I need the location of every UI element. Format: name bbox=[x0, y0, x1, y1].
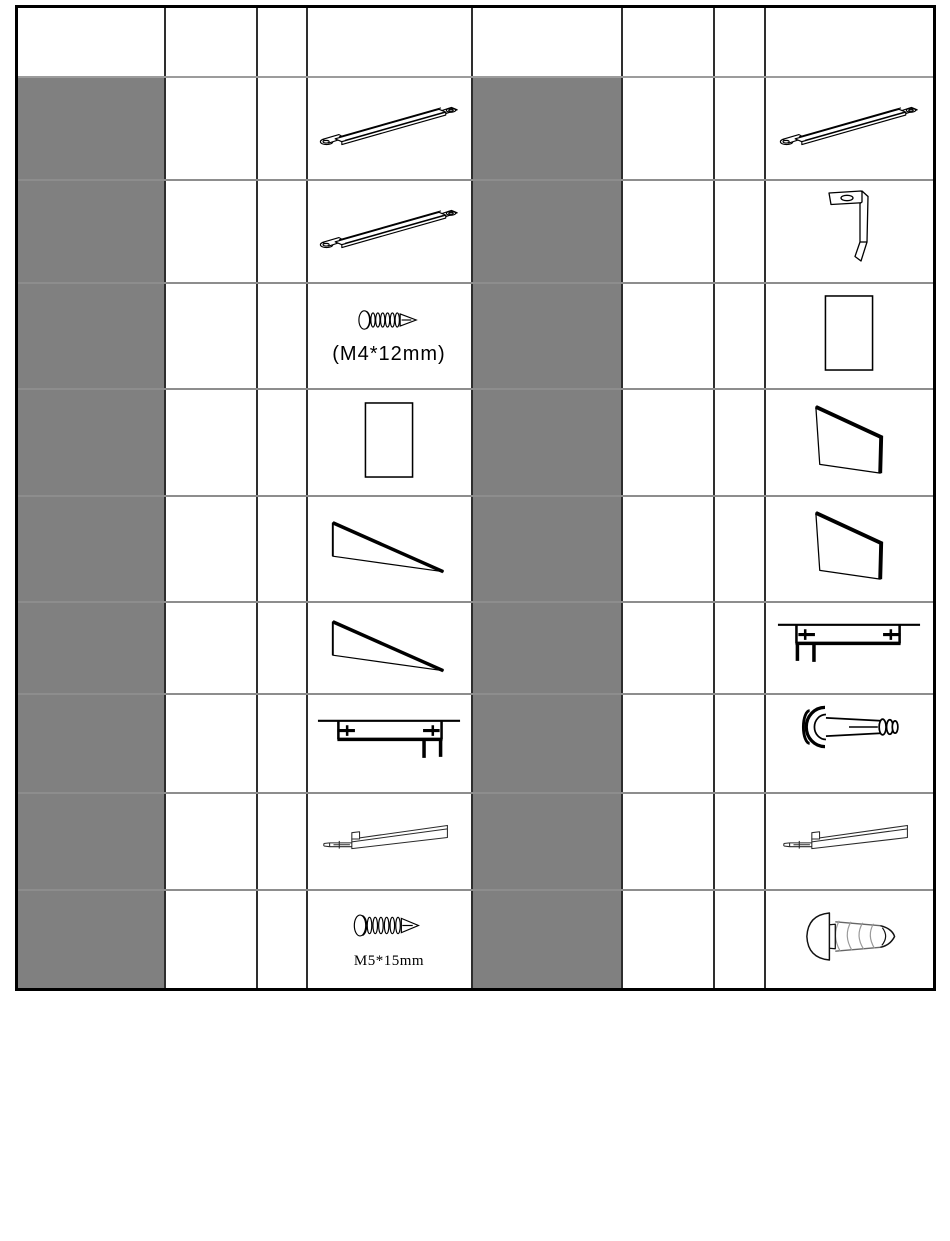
flat-brace-bar-icon bbox=[318, 202, 461, 255]
cell-r8-c8 bbox=[765, 793, 935, 890]
rail-profile-left-icon bbox=[776, 612, 922, 663]
cell-r2-c6 bbox=[622, 180, 714, 283]
tapered-bar-icon bbox=[779, 818, 919, 859]
cell-r7-c6 bbox=[622, 694, 714, 793]
cell-r6-c2 bbox=[165, 602, 257, 694]
cell-r5-c1 bbox=[17, 496, 165, 602]
cell-r8-c6 bbox=[622, 793, 714, 890]
cell-r3-c3 bbox=[257, 283, 307, 389]
cell-r7-c4 bbox=[307, 694, 472, 793]
cell-r6-c7 bbox=[714, 602, 765, 694]
screw-small-icon bbox=[356, 307, 422, 333]
cell-r4-c5 bbox=[472, 389, 622, 496]
table-row bbox=[17, 180, 935, 283]
cell-r0-c5 bbox=[472, 7, 622, 77]
cell-r2-c7 bbox=[714, 180, 765, 283]
table-row bbox=[17, 793, 935, 890]
cell-r0-c4 bbox=[307, 7, 472, 77]
cell-r2-c5 bbox=[472, 180, 622, 283]
cell-r1-c2 bbox=[165, 77, 257, 180]
cell-r1-c7 bbox=[714, 77, 765, 180]
cell-r3-c2 bbox=[165, 283, 257, 389]
rail-profile-right-icon bbox=[316, 708, 462, 759]
cell-r2-c2 bbox=[165, 180, 257, 283]
cell-r4-c2 bbox=[165, 389, 257, 496]
flat-brace-bar-icon bbox=[318, 99, 461, 152]
cell-r4-c6 bbox=[622, 389, 714, 496]
cell-r8-c1 bbox=[17, 793, 165, 890]
cell-r4-c3 bbox=[257, 389, 307, 496]
cell-r6-c6 bbox=[622, 602, 714, 694]
cell-r9-c5 bbox=[472, 890, 622, 990]
rect-plate-icon bbox=[364, 401, 414, 479]
cell-r6-c3 bbox=[257, 602, 307, 694]
cell-r7-c1 bbox=[17, 694, 165, 793]
cell-r5-c4 bbox=[307, 496, 472, 602]
table-row bbox=[17, 283, 935, 389]
cell-r4-c1 bbox=[17, 389, 165, 496]
cell-r8-c2 bbox=[165, 793, 257, 890]
cell-r9-c4 bbox=[307, 890, 472, 990]
cell-r7-c7 bbox=[714, 694, 765, 793]
screw-medium-icon bbox=[351, 910, 427, 941]
cell-r3-c8 bbox=[765, 283, 935, 389]
cell-r9-c8 bbox=[765, 890, 935, 990]
cell-r3-c7 bbox=[714, 283, 765, 389]
tapered-bar-icon bbox=[319, 818, 459, 859]
cell-r8-c7 bbox=[714, 793, 765, 890]
cell-r0-c1 bbox=[17, 7, 165, 77]
cell-r9-c6 bbox=[622, 890, 714, 990]
cell-r6-c8 bbox=[765, 602, 935, 694]
cell-r5-c5 bbox=[472, 496, 622, 602]
angle-bracket-icon bbox=[826, 188, 872, 266]
table-row bbox=[17, 890, 935, 990]
cell-r3-c1 bbox=[17, 283, 165, 389]
cell-r1-c1 bbox=[17, 77, 165, 180]
cell-r5-c2 bbox=[165, 496, 257, 602]
part-size-label: (M4*12mm) bbox=[332, 342, 446, 365]
wedge-triangle-icon bbox=[327, 615, 451, 676]
flat-brace-bar-icon bbox=[778, 99, 921, 152]
cell-r8-c5 bbox=[472, 793, 622, 890]
cell-r4-c7 bbox=[714, 389, 765, 496]
rect-plate-icon bbox=[824, 294, 874, 372]
wedge-triangle-icon bbox=[327, 516, 451, 577]
cell-r1-c5 bbox=[472, 77, 622, 180]
cell-r2-c3 bbox=[257, 180, 307, 283]
cell-r7-c3 bbox=[257, 694, 307, 793]
cell-r3-c5 bbox=[472, 283, 622, 389]
table-header-row bbox=[17, 7, 935, 77]
cell-r1-c8 bbox=[765, 77, 935, 180]
screw-3d-icon bbox=[800, 907, 898, 966]
wedge-panel-icon bbox=[809, 507, 889, 585]
cell-r5-c8 bbox=[765, 496, 935, 602]
cell-r4-c4 bbox=[307, 389, 472, 496]
cell-r5-c6 bbox=[622, 496, 714, 602]
cell-r1-c6 bbox=[622, 77, 714, 180]
cell-r7-c2 bbox=[165, 694, 257, 793]
cell-r1-c3 bbox=[257, 77, 307, 180]
table-row bbox=[17, 602, 935, 694]
cell-r6-c5 bbox=[472, 602, 622, 694]
pin-bolt-icon bbox=[796, 703, 902, 751]
cell-r0-c3 bbox=[257, 7, 307, 77]
cell-r1-c4 bbox=[307, 77, 472, 180]
cell-r5-c7 bbox=[714, 496, 765, 602]
cell-r4-c8 bbox=[765, 389, 935, 496]
cell-r6-c4 bbox=[307, 602, 472, 694]
cell-r5-c3 bbox=[257, 496, 307, 602]
cell-r0-c7 bbox=[714, 7, 765, 77]
cell-r9-c7 bbox=[714, 890, 765, 990]
cell-r0-c8 bbox=[765, 7, 935, 77]
cell-r7-c5 bbox=[472, 694, 622, 793]
wedge-panel-icon bbox=[809, 401, 889, 479]
cell-r0-c2 bbox=[165, 7, 257, 77]
table-row bbox=[17, 496, 935, 602]
cell-r8-c3 bbox=[257, 793, 307, 890]
cell-r2-c4 bbox=[307, 180, 472, 283]
table-row bbox=[17, 694, 935, 793]
table-row bbox=[17, 77, 935, 180]
cell-r2-c8 bbox=[765, 180, 935, 283]
part-size-label: M5*15mm bbox=[353, 952, 425, 969]
cell-r7-c8 bbox=[765, 694, 935, 793]
parts-list-table bbox=[15, 5, 936, 991]
cell-r3-c6 bbox=[622, 283, 714, 389]
cell-r6-c1 bbox=[17, 602, 165, 694]
cell-r2-c1 bbox=[17, 180, 165, 283]
cell-r0-c6 bbox=[622, 7, 714, 77]
table-row bbox=[17, 389, 935, 496]
cell-r8-c4 bbox=[307, 793, 472, 890]
cell-r9-c1 bbox=[17, 890, 165, 990]
cell-r3-c4 bbox=[307, 283, 472, 389]
cell-r9-c2 bbox=[165, 890, 257, 990]
cell-r9-c3 bbox=[257, 890, 307, 990]
